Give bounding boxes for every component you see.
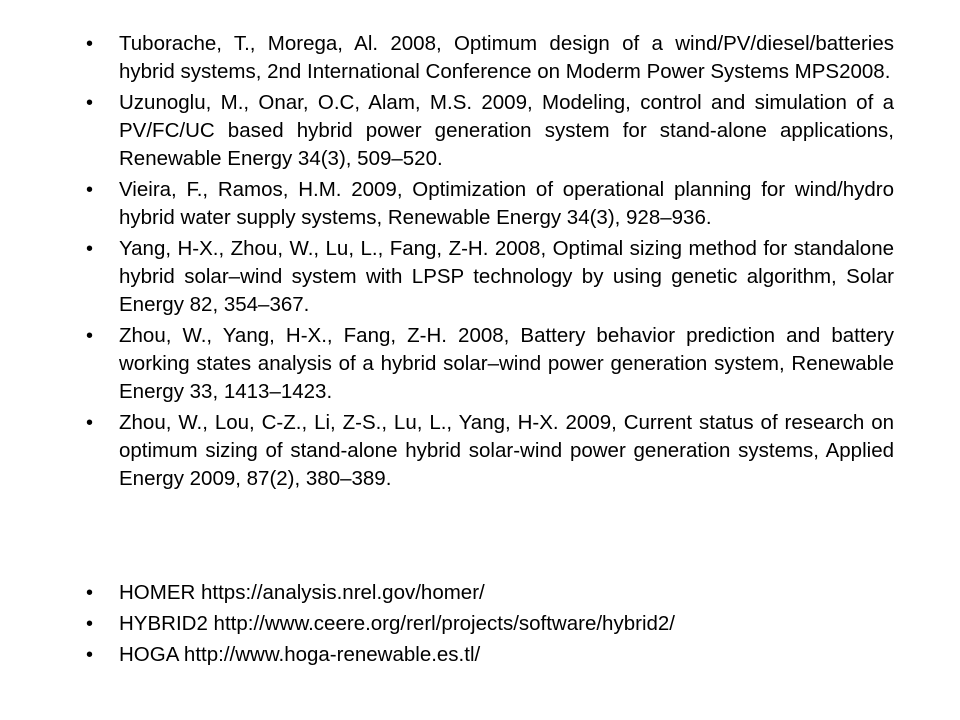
reference-item — [82, 235, 894, 319]
reference-text: Yang, H-X., Zhou, W., Lu, L., Fang, Z-H. 2008, Optimal sizing method for standalone hybrid solar–wind system with LPSP technology by using genetic algorithm, Solar Energy 82, 354–367. — [119, 237, 894, 316]
software-link-item — [82, 641, 894, 669]
reference-item — [82, 30, 894, 86]
reference-text: Uzunoglu, M., Onar, O.C, Alam, M.S. 2009, Modeling, control and simulation of a PV/FC/UC based hybrid power generation system for stand-alone applications, Renewable Energy 34(3), 509–520. — [119, 91, 894, 170]
reference-text: Tuborache, T., Morega, Al. 2008, Optimum design of a wind/PV/diesel/batteries hybrid systems, 2nd International Conference on Moderm Power Systems MPS2008. — [119, 32, 894, 83]
software-link-item — [82, 579, 894, 607]
reference-item — [82, 322, 894, 406]
bullet-icon: • — [86, 644, 94, 666]
reference-text: Vieira, F., Ramos, H.M. 2009, Optimization of operational planning for wind/hydro hybrid water supply systems, Renewable Energy 34(3), 928–936. — [119, 178, 894, 229]
bullet-icon: • — [86, 179, 94, 201]
reference-text: Zhou, W., Lou, C-Z., Li, Z-S., Lu, L., Yang, H-X. 2009, Current status of research on optimum sizing of stand-alone hybrid solar-wind power generation systems, Applied Energy 2009, 87(2), 380–389. — [119, 411, 894, 490]
software-link-text: HOGA http://www.hoga-renewable.es.tl/ — [119, 643, 481, 666]
bullet-icon: • — [86, 238, 94, 260]
bullet-icon: • — [86, 325, 94, 347]
software-link-item — [82, 610, 894, 638]
reference-text: Zhou, W., Yang, H-X., Fang, Z-H. 2008, Battery behavior prediction and battery working states analysis of a hybrid solar–wind power generation system, Renewable Energy 33, 1413–1423. — [119, 324, 894, 403]
bullet-icon: • — [86, 412, 94, 434]
software-link-text: HOMER https://analysis.nrel.gov/homer/ — [119, 581, 485, 604]
reference-list — [82, 30, 894, 496]
reference-item — [82, 176, 894, 232]
software-link-text: HYBRID2 http://www.ceere.org/rerl/projects/software/hybrid2/ — [119, 612, 675, 635]
reference-item — [82, 409, 894, 493]
reference-item — [82, 89, 894, 173]
bullet-icon: • — [86, 92, 94, 114]
bullet-icon: • — [86, 613, 94, 635]
bullet-icon: • — [86, 33, 94, 55]
bullet-icon: • — [86, 582, 94, 604]
software-link-list — [82, 579, 894, 672]
